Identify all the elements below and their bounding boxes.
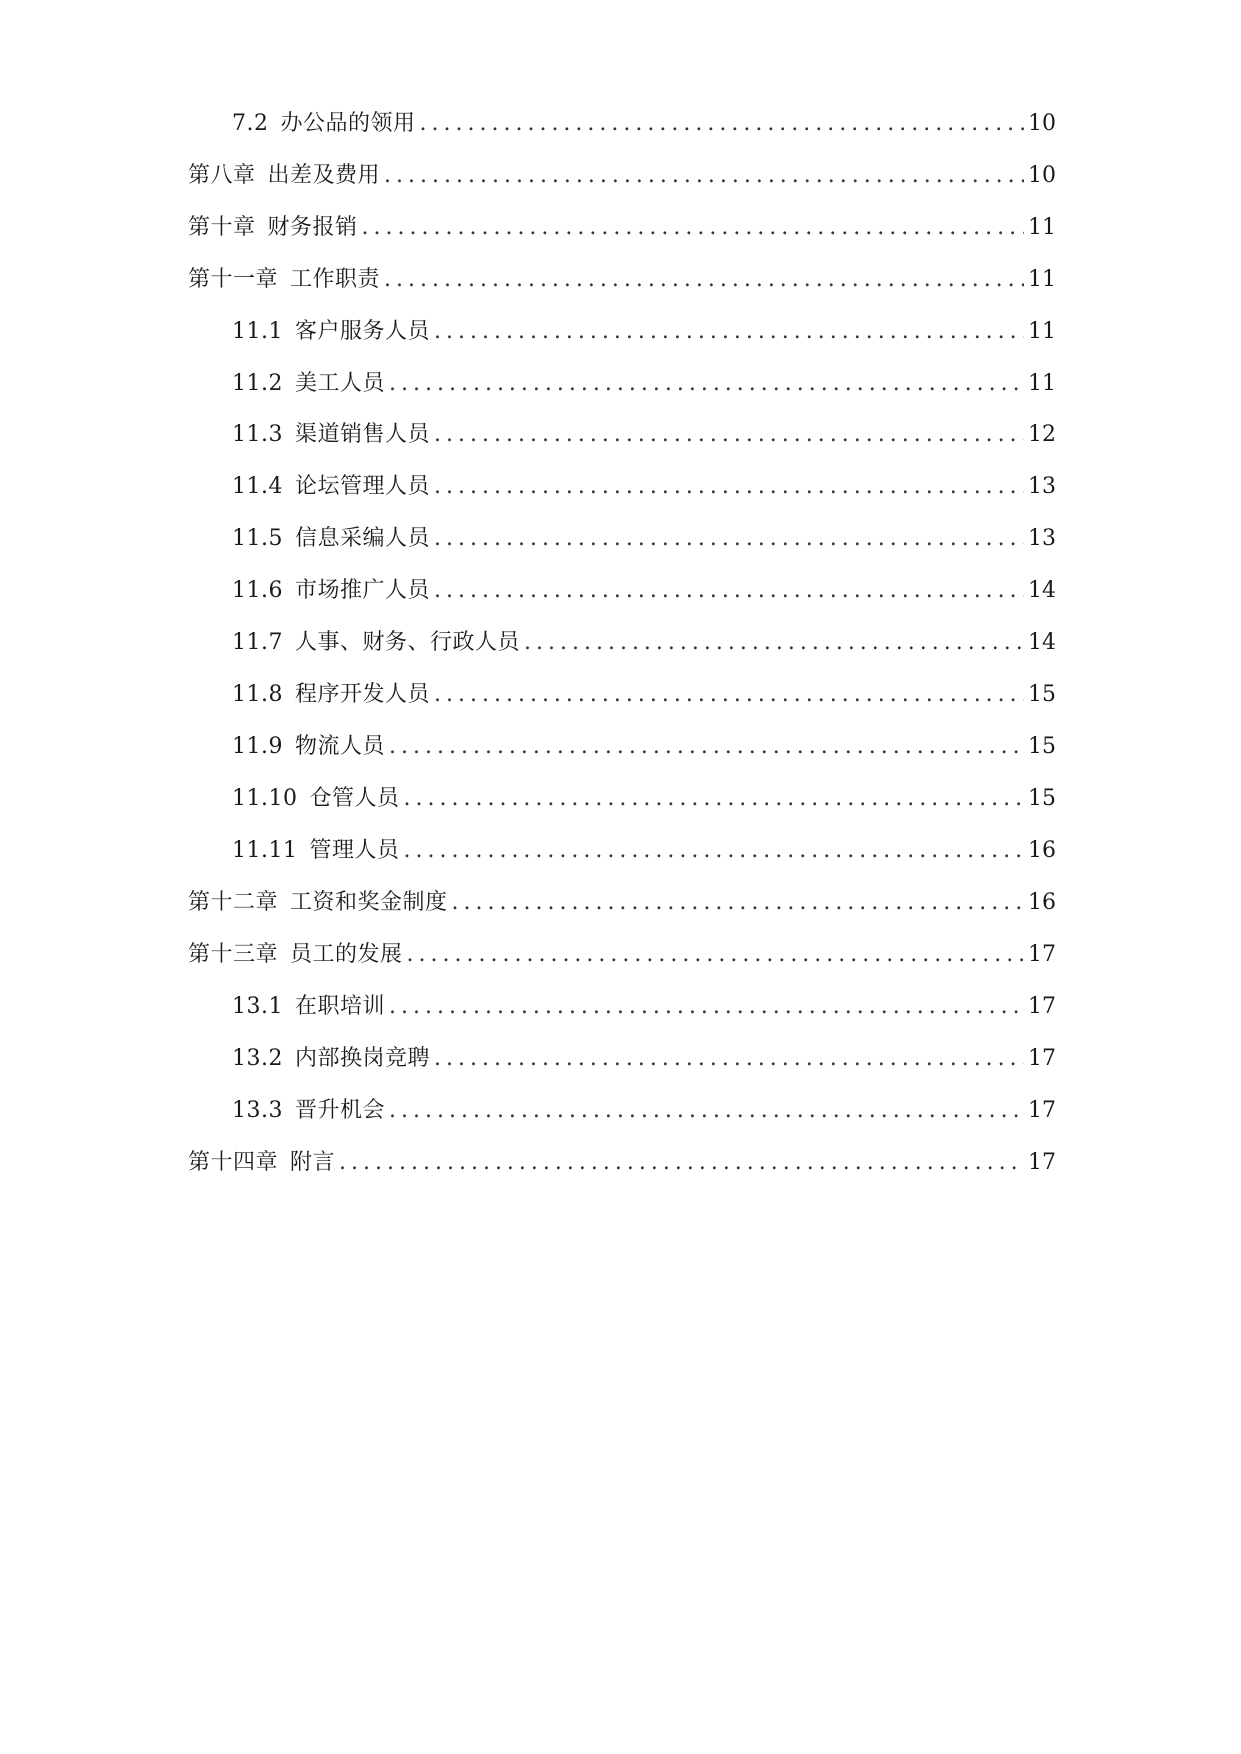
dot-leader	[384, 260, 1024, 300]
toc-page-number: 13	[1028, 526, 1056, 551]
dot-leader	[389, 364, 1024, 404]
toc-page-number: 14	[1028, 578, 1056, 603]
toc-entry-title: 办公品的领用	[280, 111, 416, 136]
dot-leader	[389, 1091, 1024, 1131]
toc-entry-number: 11.1	[232, 319, 283, 344]
toc-page-number: 15	[1028, 682, 1056, 707]
toc-entry-11-4[interactable]	[232, 467, 1056, 507]
toc-page-number: 17	[1028, 942, 1056, 967]
toc-entry-11-9[interactable]	[232, 727, 1056, 767]
toc-entry-number: 11.8	[232, 682, 283, 707]
toc-page-number: 12	[1028, 422, 1056, 447]
toc-entry-title: 渠道销售人员	[294, 422, 430, 447]
toc-entry-11-2[interactable]	[232, 364, 1056, 404]
toc-entry-number: 11.2	[232, 371, 283, 396]
toc-page-number: 17	[1028, 1150, 1056, 1175]
toc-entry-title: 论坛管理人员	[294, 474, 430, 499]
toc-entry-11-11[interactable]	[232, 831, 1056, 871]
dot-leader	[404, 831, 1025, 871]
toc-entry-title: 财务报销	[267, 215, 358, 240]
toc-entry-11-10[interactable]	[232, 779, 1056, 819]
toc-entry-number: 第十一章	[188, 267, 279, 292]
toc-entry-number: 第八章	[188, 163, 256, 188]
toc-entry-number: 13.3	[232, 1098, 283, 1123]
toc-entry-chapter-13[interactable]	[188, 935, 1056, 975]
toc-page-number: 15	[1028, 734, 1056, 759]
toc-entry-number: 11.11	[232, 838, 298, 863]
toc-entry-chapter-10[interactable]	[188, 208, 1056, 248]
dot-leader	[434, 467, 1024, 507]
toc-entry-13-2[interactable]	[232, 1039, 1056, 1079]
toc-page-number: 13	[1028, 474, 1056, 499]
dot-leader	[389, 727, 1024, 767]
dot-leader	[434, 312, 1024, 352]
toc-entry-title: 仓管人员	[309, 786, 400, 811]
toc-entry-chapter-14[interactable]	[188, 1143, 1056, 1183]
toc-entry-number: 11.4	[232, 474, 283, 499]
toc-page-number: 14	[1028, 630, 1056, 655]
toc-page-number: 17	[1028, 994, 1056, 1019]
dot-leader	[389, 987, 1024, 1027]
toc-entry-title: 人事、财务、行政人员	[294, 630, 520, 655]
toc-entry-number: 11.7	[232, 630, 283, 655]
toc-entry-number: 第十二章	[188, 890, 279, 915]
dot-leader	[434, 519, 1024, 559]
dot-leader	[452, 883, 1024, 923]
toc-page-number: 11	[1028, 215, 1056, 240]
toc-entry-title: 晋升机会	[294, 1098, 385, 1123]
toc-entry-title: 物流人员	[294, 734, 385, 759]
toc-entry-number: 第十四章	[188, 1150, 279, 1175]
toc-entry-13-3[interactable]	[232, 1091, 1056, 1131]
toc-entry-11-1[interactable]	[232, 312, 1056, 352]
dot-leader	[362, 208, 1024, 248]
dot-leader	[524, 623, 1024, 663]
toc-page-number: 16	[1028, 838, 1056, 863]
toc-entry-number: 13.1	[232, 994, 283, 1019]
toc-entry-title: 出差及费用	[267, 163, 381, 188]
toc-entry-title: 信息采编人员	[294, 526, 430, 551]
toc-page-number: 10	[1028, 111, 1056, 136]
toc-page-number: 16	[1028, 890, 1056, 915]
toc-page-number: 17	[1028, 1098, 1056, 1123]
toc-entry-title: 员工的发展	[290, 942, 403, 967]
toc-entry-title: 美工人员	[294, 371, 385, 396]
dot-leader	[434, 415, 1024, 455]
toc-entry-title: 附言	[290, 1150, 336, 1175]
toc-page-number: 15	[1028, 786, 1056, 811]
toc-entry-11-6[interactable]	[232, 571, 1056, 611]
toc-entry-11-3[interactable]	[232, 415, 1056, 455]
dot-leader	[404, 779, 1025, 819]
toc-entry-title: 程序开发人员	[294, 682, 430, 707]
toc-entry-number: 11.10	[232, 786, 298, 811]
toc-entry-number: 11.6	[232, 578, 283, 603]
toc-entry-title: 在职培训	[294, 994, 385, 1019]
toc-entry-11-8[interactable]	[232, 675, 1056, 715]
toc-entry-13-1[interactable]	[232, 987, 1056, 1027]
dot-leader	[384, 156, 1024, 196]
toc-entry-title: 市场推广人员	[294, 578, 430, 603]
toc-entry-7-2[interactable]	[232, 104, 1056, 144]
toc-page-number: 11	[1028, 319, 1056, 344]
dot-leader	[434, 571, 1024, 611]
toc-entry-number: 13.2	[232, 1046, 283, 1071]
toc-entry-number: 7.2	[232, 111, 269, 136]
toc-page-number: 10	[1028, 163, 1056, 188]
toc-entry-chapter-11[interactable]	[188, 260, 1056, 300]
toc-entry-chapter-8[interactable]	[188, 156, 1056, 196]
toc-page-number: 17	[1028, 1046, 1056, 1071]
dot-leader	[434, 675, 1024, 715]
toc-entry-title: 内部换岗竞聘	[294, 1046, 430, 1071]
toc-entry-11-7[interactable]	[232, 623, 1056, 663]
toc-entry-number: 第十章	[188, 215, 256, 240]
toc-entry-title: 管理人员	[309, 838, 400, 863]
toc-page-number: 11	[1028, 267, 1056, 292]
toc-entry-chapter-12[interactable]	[188, 883, 1056, 923]
dot-leader	[407, 935, 1024, 975]
toc-entry-title: 工资和奖金制度	[290, 890, 448, 915]
toc-page-number: 11	[1028, 371, 1056, 396]
toc-entry-11-5[interactable]	[232, 519, 1056, 559]
toc-entry-title: 工作职责	[290, 267, 381, 292]
toc-entry-number: 11.9	[232, 734, 283, 759]
toc-entry-number: 第十三章	[188, 942, 279, 967]
dot-leader	[434, 1039, 1024, 1079]
toc-entry-number: 11.5	[232, 526, 283, 551]
toc-entry-title: 客户服务人员	[294, 319, 430, 344]
dot-leader	[339, 1143, 1024, 1183]
dot-leader	[420, 104, 1024, 144]
toc-entry-number: 11.3	[232, 422, 283, 447]
